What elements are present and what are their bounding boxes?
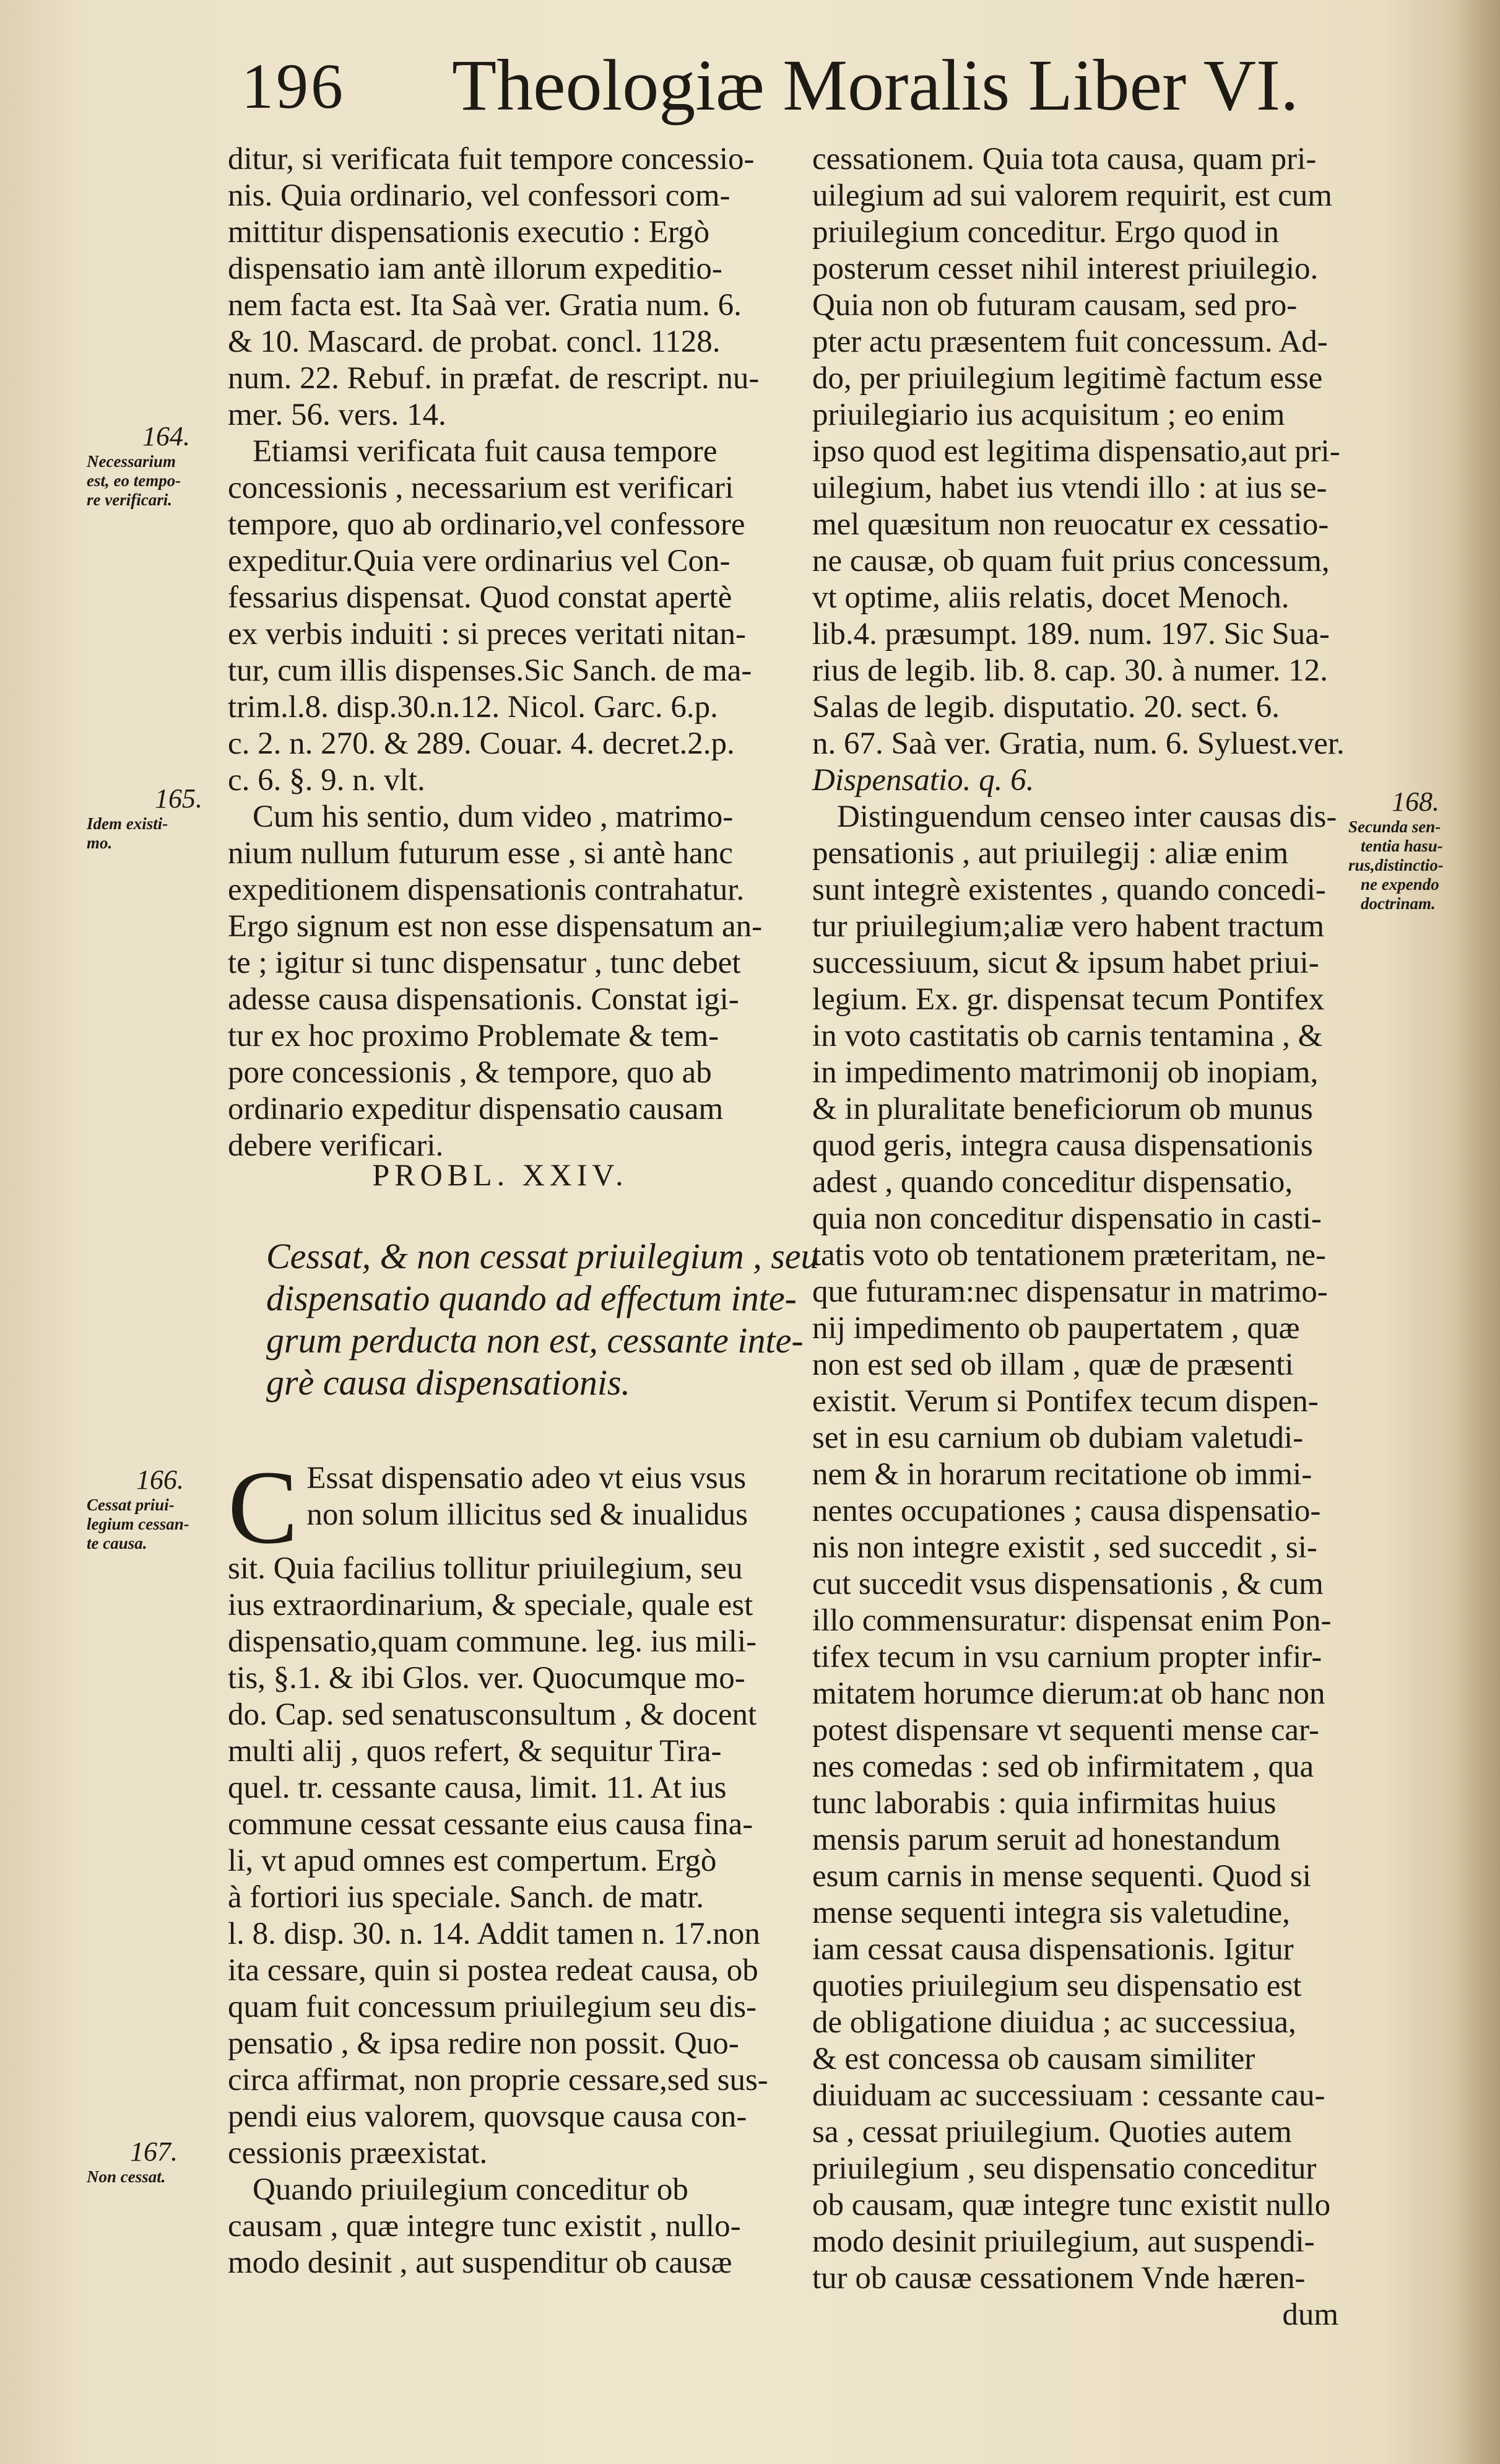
text-line: à fortiori ius speciale. Sanch. de matr. bbox=[228, 1880, 704, 1915]
page-number: 196 bbox=[241, 51, 345, 122]
margin-note-line: Necessarium bbox=[87, 452, 176, 471]
text-line: priuilegium , seu dispensatio conceditur bbox=[812, 2151, 1317, 2186]
text-line: sit. Quia facilius tollitur priuilegium, seu bbox=[228, 1551, 743, 1586]
text-line: cessionis præexistat. bbox=[228, 2136, 488, 2170]
text-line: tur ob causæ cessationem Vnde hæren- bbox=[812, 2261, 1306, 2296]
text-line: modo desinit priuilegium, aut suspendi- bbox=[812, 2224, 1315, 2259]
margin-note-line: legium cessan- bbox=[87, 1515, 189, 1533]
margin-note-164 bbox=[87, 421, 229, 510]
text-line: tifex tecum in vsu carnium propter infir- bbox=[812, 1640, 1322, 1674]
text-line: te ; igitur si tunc dispensatur , tunc debet bbox=[228, 946, 741, 980]
text-line: posterum cesset nihil interest priuilegio. bbox=[812, 251, 1319, 286]
text-line: Quando priuilegium conceditur ob bbox=[253, 2172, 688, 2207]
text-line: Cum his sentio, dum video , matrimo- bbox=[253, 799, 734, 834]
text-line: nis. Quia ordinario, vel confessori com- bbox=[228, 178, 730, 213]
text-line: sunt integrè existentes , quando concedi- bbox=[812, 873, 1326, 907]
margin-note-line: tentia hasu- bbox=[1361, 837, 1443, 855]
problem-title-line: grum perducta non est, cessante inte- bbox=[266, 1320, 804, 1360]
catchword: dum bbox=[1282, 2297, 1338, 2332]
text-line: que futuram:nec dispensatur in matrimo- bbox=[812, 1274, 1328, 1309]
text-line: pter actu præsentem fuit concessum. Ad- bbox=[812, 324, 1328, 359]
text-line: nes comedas : sed ob infirmitatem , qua bbox=[812, 1749, 1314, 1784]
text-line: tur priuilegium;aliæ vero habent tractum bbox=[812, 909, 1325, 944]
text-line: expeditionem dispensationis contrahatur. bbox=[228, 873, 745, 907]
text-line: mel quæsitum non reuocatur ex cessatio- bbox=[812, 507, 1329, 542]
text-line: nis non integre existit , sed succedit , si- bbox=[812, 1530, 1317, 1565]
margin-note-165 bbox=[87, 783, 229, 853]
text-line: pensationis , aut priuilegij : aliæ enim bbox=[812, 836, 1289, 871]
text-line: successiuum, sicut & ipsum habet priui- bbox=[812, 946, 1319, 980]
text-line: multi alij , quos refert, & sequitur Tira- bbox=[228, 1734, 722, 1769]
text-line: ita cessare, quin si postea redeat causa, ob bbox=[228, 1953, 758, 1988]
text-line: concessionis , necessarium est verificari bbox=[228, 471, 734, 505]
text-line: adesse causa dispensationis. Constat igi- bbox=[228, 982, 739, 1017]
margin-note-line: est, eo tempo- bbox=[87, 471, 181, 490]
text-line: ordinario expeditur dispensatio causam bbox=[228, 1092, 724, 1126]
margin-note-167 bbox=[87, 2136, 229, 2187]
text-line: Salas de legib. disputatio. 20. sect. 6. bbox=[812, 690, 1280, 725]
text-line: lib.4. præsumpt. 189. num. 197. Sic Sua- bbox=[812, 617, 1330, 651]
text-line: non solum illicitus sed & inualidus bbox=[306, 1497, 748, 1532]
text-line: expeditur.Quia vere ordinarius vel Con- bbox=[228, 544, 730, 578]
left-column-top bbox=[228, 141, 773, 1164]
text-line: mitatem horumce dierum:at ob hanc non bbox=[812, 1676, 1325, 1711]
paragraph-number: 165. bbox=[155, 783, 202, 814]
right-column bbox=[812, 141, 1345, 2333]
text-line: ditur, si verificata fuit tempore concessio- bbox=[228, 142, 755, 176]
text-line: esum carnis in mense sequenti. Quod si bbox=[812, 1859, 1311, 1894]
text-line: & 10. Mascard. de probat. concl. 1128. bbox=[228, 324, 721, 359]
text-line: nentes occupationes ; causa dispensatio- bbox=[812, 1494, 1321, 1528]
margin-note-line: rus,distinctio- bbox=[1348, 856, 1444, 874]
text-line: tur, cum illis dispenses.Sic Sanch. de ma- bbox=[228, 653, 752, 688]
text-line: cessationem. Quia tota causa, quam pri- bbox=[812, 142, 1317, 176]
text-line: nem facta est. Ita Saà ver. Gratia num. 6. bbox=[228, 288, 742, 323]
text-line: tis, §.1. & ibi Glos. ver. Quocumque mo- bbox=[228, 1661, 745, 1696]
text-line: ius extraordinarium, & speciale, quale est bbox=[228, 1588, 753, 1622]
margin-note-168 bbox=[1348, 786, 1472, 913]
text-line: sa , cessat priuilegium. Quoties autem bbox=[812, 2115, 1292, 2149]
text-line: non est sed ob illam , quæ de præsenti bbox=[812, 1347, 1294, 1382]
margin-note-line: doctrinam. bbox=[1361, 894, 1436, 913]
text-line: trim.l.8. disp.30.n.12. Nicol. Garc. 6.p. bbox=[228, 690, 718, 725]
page-gutter-shadow bbox=[1450, 0, 1500, 2464]
paragraph-number: 167. bbox=[130, 2136, 178, 2167]
text-line: dispensatio,quam commune. leg. ius mili- bbox=[228, 1624, 757, 1659]
text-line: rius de legib. lib. 8. cap. 30. à numer. 12. bbox=[812, 653, 1328, 688]
margin-note-line: Cessat priui- bbox=[87, 1495, 175, 1514]
text-line: ex verbis induiti : si preces veritati nitan- bbox=[228, 617, 747, 651]
text-line: existit. Verum si Pontifex tecum dispen- bbox=[812, 1384, 1319, 1419]
text-line: nium nullum futurum esse , si antè hanc bbox=[228, 836, 733, 871]
problem-title-line: Cessat, & non cessat priuilegium , seu bbox=[266, 1236, 819, 1276]
text-line: Ergo signum est non esse dispensatum an- bbox=[228, 909, 763, 944]
text-line: n. 67. Saà ver. Gratia, num. 6. Syluest.ver. bbox=[812, 726, 1345, 761]
text-line: diuiduam ac successiuam : cessante cau- bbox=[812, 2078, 1325, 2113]
text-line: & est concessa ob causam similiter bbox=[812, 2042, 1255, 2076]
text-line: quam fuit concessum priuilegium seu dis- bbox=[228, 1990, 757, 2024]
text-line: de obligatione diuidua ; ac successiua, bbox=[812, 2005, 1296, 2040]
text-line: nem & in horarum recitatione ob immi- bbox=[812, 1457, 1312, 1492]
text-line: mensis parum seruit ad honestandum bbox=[812, 1822, 1281, 1857]
margin-note-line: Idem existi- bbox=[87, 814, 168, 833]
text-line: c. 6. §. 9. n. vlt. bbox=[228, 763, 425, 798]
text-line: mer. 56. vers. 14. bbox=[228, 398, 446, 432]
text-line: li, vt apud omnes est compertum. Ergò bbox=[228, 1844, 717, 1878]
text-line: ipso quod est legitima dispensatio,aut pri- bbox=[812, 434, 1340, 469]
text-line: tatis voto ob tentationem præteritam, ne- bbox=[812, 1238, 1326, 1273]
text-line: do, per priuilegium legitimè factum esse bbox=[812, 361, 1323, 396]
text-line: potest dispensare vt sequenti mense car- bbox=[812, 1713, 1319, 1748]
text-line: ne causæ, ob quam fuit prius concessum, bbox=[812, 544, 1330, 578]
text-line: dispensatio iam antè illorum expeditio- bbox=[228, 251, 722, 286]
text-line: Distinguendum censeo inter causas dis- bbox=[837, 799, 1337, 834]
text-line: tempore, quo ab ordinario,vel confessore bbox=[228, 507, 745, 542]
text-line: causam , quæ integre tunc existit , nullo- bbox=[228, 2209, 741, 2244]
paragraph-number: 164. bbox=[142, 421, 190, 451]
text-line: tur ex hoc proximo Problemate & tem- bbox=[228, 1019, 719, 1053]
text-line: priuilegiario ius acquisitum ; eo enim bbox=[812, 398, 1285, 432]
text-line: Etiamsi verificata fuit causa tempore bbox=[253, 434, 717, 469]
margin-note-166 bbox=[87, 1465, 229, 1553]
text-line: adest , quando conceditur dispensatio, bbox=[812, 1165, 1293, 1199]
text-line: & in pluralitate beneficiorum ob munus bbox=[812, 1092, 1313, 1126]
text-line: quoties priuilegium seu dispensatio est bbox=[812, 1969, 1302, 2003]
text-line: Dispensatio. q. 6. bbox=[812, 763, 1034, 798]
text-line: l. 8. disp. 30. n. 14. Addit tamen n. 17.non bbox=[228, 1917, 760, 1951]
problem-title bbox=[266, 1235, 819, 1404]
running-title: Theologiæ Moralis Liber VI. bbox=[452, 45, 1299, 126]
text-line: pendi eius valorem, quovsque causa con- bbox=[228, 2099, 747, 2134]
text-line: priuilegium conceditur. Ergo quod in bbox=[812, 215, 1280, 250]
margin-note-line: te causa. bbox=[87, 1534, 147, 1552]
text-line: quia non conceditur dispensatio in casti- bbox=[812, 1201, 1322, 1236]
text-line: modo desinit , aut suspenditur ob causæ bbox=[228, 2245, 732, 2280]
text-line: in impedimento matrimonij ob inopiam, bbox=[812, 1055, 1319, 1090]
text-line: fessarius dispensat. Quod constat apertè bbox=[228, 580, 732, 615]
text-line: c. 2. n. 270. & 289. Couar. 4. decret.2.p. bbox=[228, 726, 735, 761]
text-line: nij impedimento ob paupertatem , quæ bbox=[812, 1311, 1300, 1346]
text-line: vt optime, aliis relatis, docet Menoch. bbox=[812, 580, 1290, 615]
text-line: num. 22. Rebuf. in præfat. de rescript. nu- bbox=[228, 361, 760, 396]
text-line: ob causam, quæ integre tunc existit nullo bbox=[812, 2188, 1331, 2222]
problem-heading: PROBL. XXIV. bbox=[372, 1157, 628, 1192]
text-line: mense sequenti integra sis valetudine, bbox=[812, 1896, 1290, 1930]
text-line: pore concessionis , & tempore, quo ab bbox=[228, 1055, 712, 1090]
text-line: uilegium, habet ius vtendi illo : at ius se- bbox=[812, 471, 1327, 505]
margin-note-line: ne expendo bbox=[1361, 875, 1439, 894]
text-line: circa affirmat, non proprie cessare,sed sus- bbox=[228, 2063, 768, 2097]
paragraph-number: 168. bbox=[1392, 786, 1439, 817]
text-line: debere verificari. bbox=[228, 1128, 444, 1163]
margin-note-line: re verificari. bbox=[87, 490, 172, 509]
text-line: commune cessat cessante eius causa fina- bbox=[228, 1807, 753, 1842]
paragraph-number: 166. bbox=[136, 1465, 184, 1495]
text-line: legium. Ex. gr. dispensat tecum Pontifex bbox=[812, 982, 1325, 1017]
text-line: tunc laborabis : quia infirmitas huius bbox=[812, 1786, 1277, 1821]
text-line: quel. tr. cessante causa, limit. 11. At ius bbox=[228, 1770, 727, 1805]
text-line: iam cessat causa dispensationis. Igitur bbox=[812, 1932, 1294, 1967]
text-line: uilegium ad sui valorem requirit, est cum bbox=[812, 178, 1332, 213]
margin-note-line: Secunda sen- bbox=[1348, 817, 1441, 836]
text-line: Quia non ob futuram causam, sed pro- bbox=[812, 288, 1298, 323]
text-line: quod geris, integra causa dispensationis bbox=[812, 1128, 1313, 1163]
text-line: in voto castitatis ob carnis tentamina , & bbox=[812, 1019, 1323, 1053]
problem-title-line: dispensatio quando ad effectum inte- bbox=[266, 1278, 797, 1318]
problem-title-line: grè causa dispensationis. bbox=[266, 1362, 631, 1403]
page-header bbox=[241, 45, 1299, 130]
margin-note-line: mo. bbox=[87, 834, 113, 852]
text-line: pensatio , & ipsa redire non possit. Quo- bbox=[228, 2026, 739, 2061]
text-line: illo commensuratur: dispensat enim Pon- bbox=[812, 1603, 1332, 1638]
text-line: Essat dispensatio adeo vt eius vsus bbox=[306, 1461, 747, 1495]
text-line: do. Cap. sed senatusconsultum , & docent bbox=[228, 1697, 757, 1732]
text-line: cut succedit vsus dispensationis , & cum bbox=[812, 1567, 1324, 1601]
left-column-bottom bbox=[228, 1449, 773, 2281]
margin-note-line: Non cessat. bbox=[87, 2167, 166, 2186]
text-line: mittitur dispensationis executio : Ergò bbox=[228, 215, 710, 250]
drop-capital: C bbox=[228, 1449, 298, 1565]
text-line: set in esu carnium ob dubiam valetudi- bbox=[812, 1421, 1304, 1455]
